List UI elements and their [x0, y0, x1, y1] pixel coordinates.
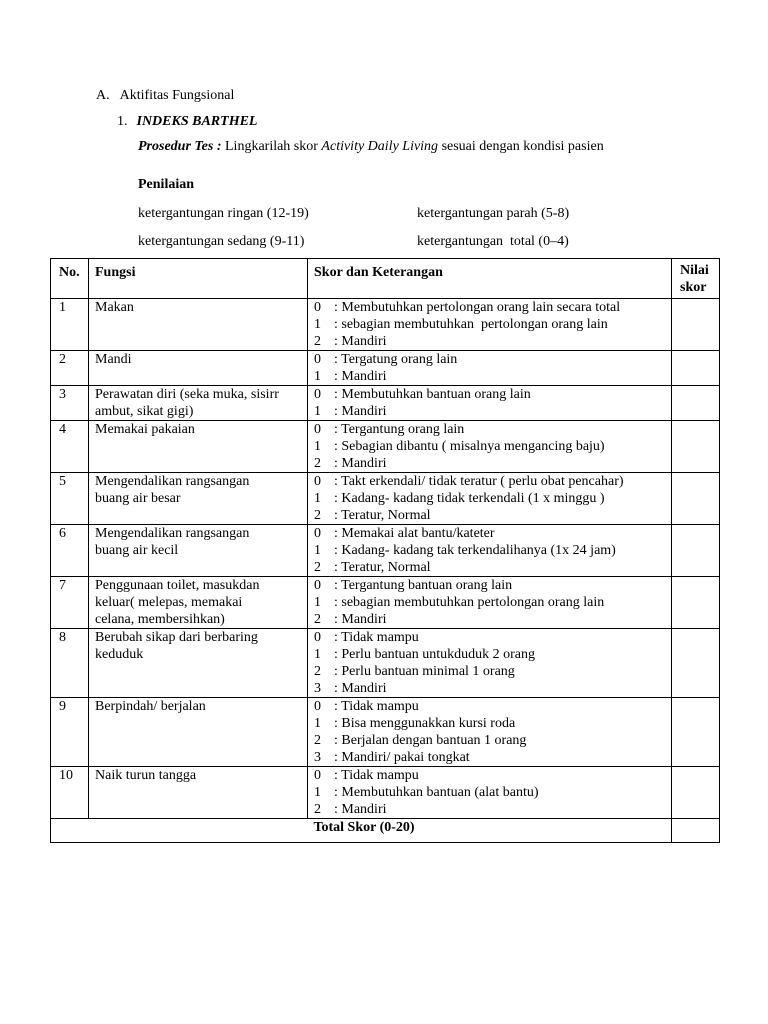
score-description: : Memakai alat bantu/kateter	[334, 526, 495, 541]
row-skor-options	[308, 698, 672, 767]
row-skor-options	[308, 386, 672, 421]
score-description: : Membutuhkan bantuan orang lain	[334, 387, 531, 402]
row-fungsi	[89, 386, 308, 421]
score-option[interactable]	[314, 421, 671, 438]
fungsi-line: Mengendalikan rangsangan	[95, 474, 250, 489]
table-body	[51, 299, 720, 843]
score-option[interactable]	[314, 749, 671, 766]
row-number: 3	[51, 386, 89, 421]
nilai-skor-cell[interactable]	[672, 629, 720, 698]
row-skor-options	[308, 629, 672, 698]
score-value: 2	[314, 560, 321, 575]
table-row	[51, 351, 720, 386]
procedure-text-3: sesuai dengan kondisi pasien	[438, 139, 604, 154]
fungsi-line: Memakai pakaian	[95, 422, 195, 437]
row-number: 4	[51, 421, 89, 473]
score-value: 0	[314, 699, 321, 714]
header-fungsi: Fungsi	[89, 259, 308, 299]
score-option[interactable]	[314, 767, 671, 784]
row-number: 8	[51, 629, 89, 698]
score-value: 2	[314, 508, 321, 523]
score-option[interactable]	[314, 333, 671, 350]
score-option[interactable]	[314, 299, 671, 316]
score-description: : Mandiri	[334, 369, 387, 384]
score-option[interactable]	[314, 542, 671, 559]
score-description: : Teratur, Normal	[334, 560, 431, 575]
score-option[interactable]	[314, 386, 671, 403]
score-value: 1	[314, 716, 321, 731]
score-option[interactable]	[314, 438, 671, 455]
penilaian-item: ketergantungan sedang (9-11)	[138, 234, 305, 249]
section-heading	[96, 87, 234, 104]
score-description: : Mandiri	[334, 681, 387, 696]
fungsi-line: Makan	[95, 300, 134, 315]
procedure-text-2: Activity Daily Living	[321, 139, 439, 154]
score-value: 1	[314, 369, 321, 384]
fungsi-line: Naik turun tangga	[95, 768, 197, 783]
row-skor-options	[308, 525, 672, 577]
row-fungsi	[89, 629, 308, 698]
score-description: : Takt erkendali/ tidak teratur ( perlu obat pencahar)	[334, 474, 624, 489]
score-value: 0	[314, 578, 321, 593]
subsection-number: 1.	[117, 114, 128, 129]
header-nilai	[672, 259, 720, 299]
score-value: 1	[314, 439, 321, 454]
total-row	[51, 819, 720, 843]
row-fungsi	[89, 299, 308, 351]
procedure-text-1: Lingkarilah skor	[221, 139, 322, 154]
fungsi-line: Berubah sikap dari berbaring	[95, 630, 258, 645]
score-option[interactable]	[314, 455, 671, 472]
score-value: 3	[314, 750, 321, 765]
penilaian-heading: Penilaian	[138, 177, 195, 192]
score-value: 1	[314, 404, 321, 419]
score-value: 1	[314, 647, 321, 662]
fungsi-line: keluar( melepas, memakai	[95, 595, 243, 610]
row-skor-options	[308, 473, 672, 525]
row-skor-options	[308, 299, 672, 351]
row-number: 5	[51, 473, 89, 525]
score-description: : Perlu bantuan untukduduk 2 orang	[334, 647, 536, 662]
nilai-skor-cell[interactable]	[672, 351, 720, 386]
score-option[interactable]	[314, 784, 671, 801]
score-description: : Kadang- kadang tidak terkendali (1 x minggu )	[334, 491, 605, 506]
procedure-text	[138, 138, 604, 155]
nilai-skor-cell[interactable]	[672, 299, 720, 351]
table-row	[51, 767, 720, 819]
score-value: 0	[314, 352, 321, 367]
section-letter: A.	[96, 88, 110, 103]
penilaian-item: ketergantungan ringan (12-19)	[138, 206, 309, 221]
score-value: 1	[314, 595, 321, 610]
section-title: Aktifitas Fungsional	[119, 88, 235, 103]
score-description: : sebagian membutuhkan pertolongan orang lain	[334, 595, 605, 610]
header-nilai-line-1: Nilai	[680, 263, 709, 278]
penilaian-item: ketergantungan parah (5-8)	[417, 206, 570, 221]
score-option[interactable]	[314, 473, 671, 490]
score-description: : Mandiri	[334, 404, 387, 419]
fungsi-line: buang air kecil	[95, 543, 179, 558]
penilaian-item: ketergantungan total (0–4)	[417, 234, 569, 249]
row-fungsi	[89, 421, 308, 473]
score-option[interactable]	[314, 680, 671, 697]
table-row	[51, 386, 720, 421]
fungsi-line: celana, membersihkan)	[95, 612, 225, 627]
score-description: : Berjalan dengan bantuan 1 orang	[334, 733, 527, 748]
procedure-label: Prosedur Tes :	[138, 139, 222, 154]
row-number: 6	[51, 525, 89, 577]
score-description: : Tergatung orang lain	[334, 352, 458, 367]
score-value: 0	[314, 630, 321, 645]
subsection-heading	[117, 113, 257, 130]
score-description: : Mandiri	[334, 612, 387, 627]
score-description: : Tidak mampu	[334, 699, 419, 714]
score-option[interactable]	[314, 316, 671, 333]
score-value: 1	[314, 785, 321, 800]
score-description: : Perlu bantuan minimal 1 orang	[334, 664, 515, 679]
total-label: Total Skor (0-20)	[51, 819, 672, 843]
score-value: 0	[314, 387, 321, 402]
score-description: : Mandiri	[334, 334, 387, 349]
score-option[interactable]	[314, 559, 671, 576]
row-fungsi	[89, 577, 308, 629]
score-description: : Tidak mampu	[334, 768, 419, 783]
table-row	[51, 525, 720, 577]
score-description: : Tergantung orang lain	[334, 422, 465, 437]
score-option[interactable]	[314, 611, 671, 628]
score-description: : Sebagian dibantu ( misalnya mengancing baju)	[334, 439, 605, 454]
row-number: 2	[51, 351, 89, 386]
score-option[interactable]	[314, 525, 671, 542]
score-option[interactable]	[314, 507, 671, 524]
nilai-skor-cell[interactable]	[672, 473, 720, 525]
row-fungsi	[89, 767, 308, 819]
score-value: 2	[314, 664, 321, 679]
score-value: 1	[314, 317, 321, 332]
table-row	[51, 299, 720, 351]
fungsi-line: Mandi	[95, 352, 132, 367]
score-description: : Mandiri/ pakai tongkat	[334, 750, 470, 765]
score-option[interactable]	[314, 351, 671, 368]
score-value: 0	[314, 422, 321, 437]
row-fungsi	[89, 473, 308, 525]
score-value: 2	[314, 733, 321, 748]
header-skor: Skor dan Keterangan	[308, 259, 672, 299]
score-description: : Mandiri	[334, 802, 387, 817]
row-skor-options	[308, 351, 672, 386]
table-row	[51, 421, 720, 473]
score-option[interactable]	[314, 629, 671, 646]
row-number: 9	[51, 698, 89, 767]
score-value: 0	[314, 526, 321, 541]
header-no: No.	[51, 259, 89, 299]
score-value: 0	[314, 300, 321, 315]
row-skor-options	[308, 421, 672, 473]
score-option[interactable]	[314, 663, 671, 680]
score-description: : Tidak mampu	[334, 630, 419, 645]
fungsi-line: Mengendalikan rangsangan	[95, 526, 250, 541]
nilai-skor-cell[interactable]	[672, 421, 720, 473]
score-value: 2	[314, 612, 321, 627]
score-value: 3	[314, 681, 321, 696]
fungsi-line: Perawatan diri (seka muka, sisirr	[95, 387, 279, 402]
score-description: : Bisa menggunakkan kursi roda	[334, 716, 516, 731]
score-description: : Membutuhkan bantuan (alat bantu)	[334, 785, 539, 800]
nilai-skor-cell[interactable]	[672, 698, 720, 767]
nilai-skor-cell[interactable]	[672, 577, 720, 629]
score-description: : Tergantung bantuan orang lain	[334, 578, 513, 593]
score-option[interactable]	[314, 715, 671, 732]
row-number: 7	[51, 577, 89, 629]
header-nilai-line-2: skor	[680, 280, 707, 295]
score-description: : sebagian membutuhkan pertolongan orang lain	[334, 317, 608, 332]
score-option[interactable]	[314, 698, 671, 715]
score-value: 2	[314, 334, 321, 349]
row-skor-options	[308, 767, 672, 819]
row-fungsi	[89, 525, 308, 577]
score-value: 1	[314, 491, 321, 506]
score-option[interactable]	[314, 490, 671, 507]
score-value: 0	[314, 768, 321, 783]
score-value: 1	[314, 543, 321, 558]
row-number: 10	[51, 767, 89, 819]
table-row	[51, 629, 720, 698]
barthel-table	[50, 258, 720, 843]
total-score-cell[interactable]	[672, 819, 720, 843]
table-row	[51, 473, 720, 525]
nilai-skor-cell[interactable]	[672, 525, 720, 577]
row-skor-options	[308, 577, 672, 629]
fungsi-line: ambut, sikat gigi)	[95, 404, 194, 419]
fungsi-line: Penggunaan toilet, masukdan	[95, 578, 260, 593]
score-option[interactable]	[314, 801, 671, 818]
score-option[interactable]	[314, 403, 671, 420]
table-header-row	[51, 259, 720, 299]
table-row	[51, 698, 720, 767]
row-fungsi	[89, 698, 308, 767]
table-row	[51, 577, 720, 629]
score-value: 2	[314, 456, 321, 471]
score-description: : Kadang- kadang tak terkendalihanya (1x 24 jam)	[334, 543, 616, 558]
score-option[interactable]	[314, 368, 671, 385]
score-value: 0	[314, 474, 321, 489]
score-description: : Membutuhkan pertolongan orang lain secara total	[334, 300, 621, 315]
fungsi-line: keduduk	[95, 647, 144, 662]
fungsi-line: Berpindah/ berjalan	[95, 699, 206, 714]
score-description: : Mandiri	[334, 456, 387, 471]
score-option[interactable]	[314, 594, 671, 611]
row-number: 1	[51, 299, 89, 351]
score-value: 2	[314, 802, 321, 817]
nilai-skor-cell[interactable]	[672, 386, 720, 421]
score-option[interactable]	[314, 732, 671, 749]
fungsi-line: buang air besar	[95, 491, 181, 506]
nilai-skor-cell[interactable]	[672, 767, 720, 819]
row-fungsi	[89, 351, 308, 386]
score-option[interactable]	[314, 646, 671, 663]
subsection-title: INDEKS BARTHEL	[136, 114, 258, 129]
score-description: : Teratur, Normal	[334, 508, 431, 523]
score-option[interactable]	[314, 577, 671, 594]
